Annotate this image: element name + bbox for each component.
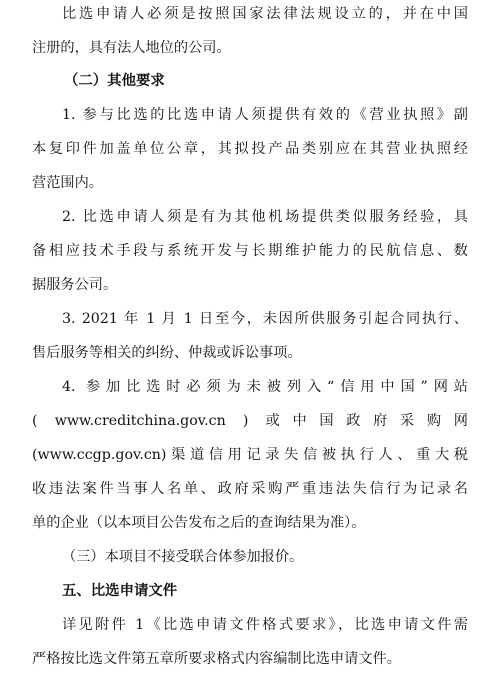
requirement-4-line: 收违法案件当事人名单、政府采购严重违法失信行为记录名 <box>32 481 468 497</box>
requirement-1-line: 本复印件加盖单位公章，其拟投产品类别应在其营业执照经 <box>32 141 468 157</box>
section-heading-other-requirements: （二）其他要求 <box>64 73 165 89</box>
requirement-2-line: 2. 比选申请人须是有为其他机场提供类似服务经验，具 <box>62 209 468 225</box>
section-5-line: 详见附件 1《比选申请文件格式要求》，比选申请文件需 <box>62 617 468 633</box>
consortium-note: （三）本项目不接受联合体参加报价。 <box>62 549 304 565</box>
requirement-4-line: (www.ccgp.gov.cn)渠道信用记录失信被执行人、重大税 <box>32 447 468 463</box>
section-5-line: 严格按比选文件第五章所要求格式内容编制比选申请文件。 <box>32 651 401 667</box>
requirement-2-line: 据服务公司。 <box>32 277 118 293</box>
section-heading-application-documents: 五、比选申请文件 <box>62 583 178 599</box>
requirement-4-line: ( www.creditchina.gov.cn ) 或中国政府采购网 <box>32 413 468 429</box>
requirement-2-line: 备相应技术手段与系统开发与长期维护能力的民航信息、数 <box>32 243 468 259</box>
paragraph-line: 注册的，具有法人地位的公司。 <box>32 40 231 56</box>
requirement-3-line: 3. 2021 年 1 月 1 日至今，未因所供服务引起合同执行、 <box>62 311 468 327</box>
requirement-3-line: 售后服务等相关的纠纷、仲裁或诉讼事项。 <box>32 345 302 361</box>
requirement-1-line: 营范围内。 <box>32 175 103 191</box>
requirement-1-line: 1. 参与比选的比选申请人须提供有效的《营业执照》副 <box>62 107 468 123</box>
requirement-4-line: 单的企业（以本项目公告发布之后的查询结果为准）。 <box>32 515 366 531</box>
requirement-4-line: 4. 参加比选时必须为未被列入“信用中国”网站 <box>62 379 468 395</box>
paragraph-line: 比选申请人必须是按照国家法律法规设立的，并在中国 <box>62 6 468 22</box>
